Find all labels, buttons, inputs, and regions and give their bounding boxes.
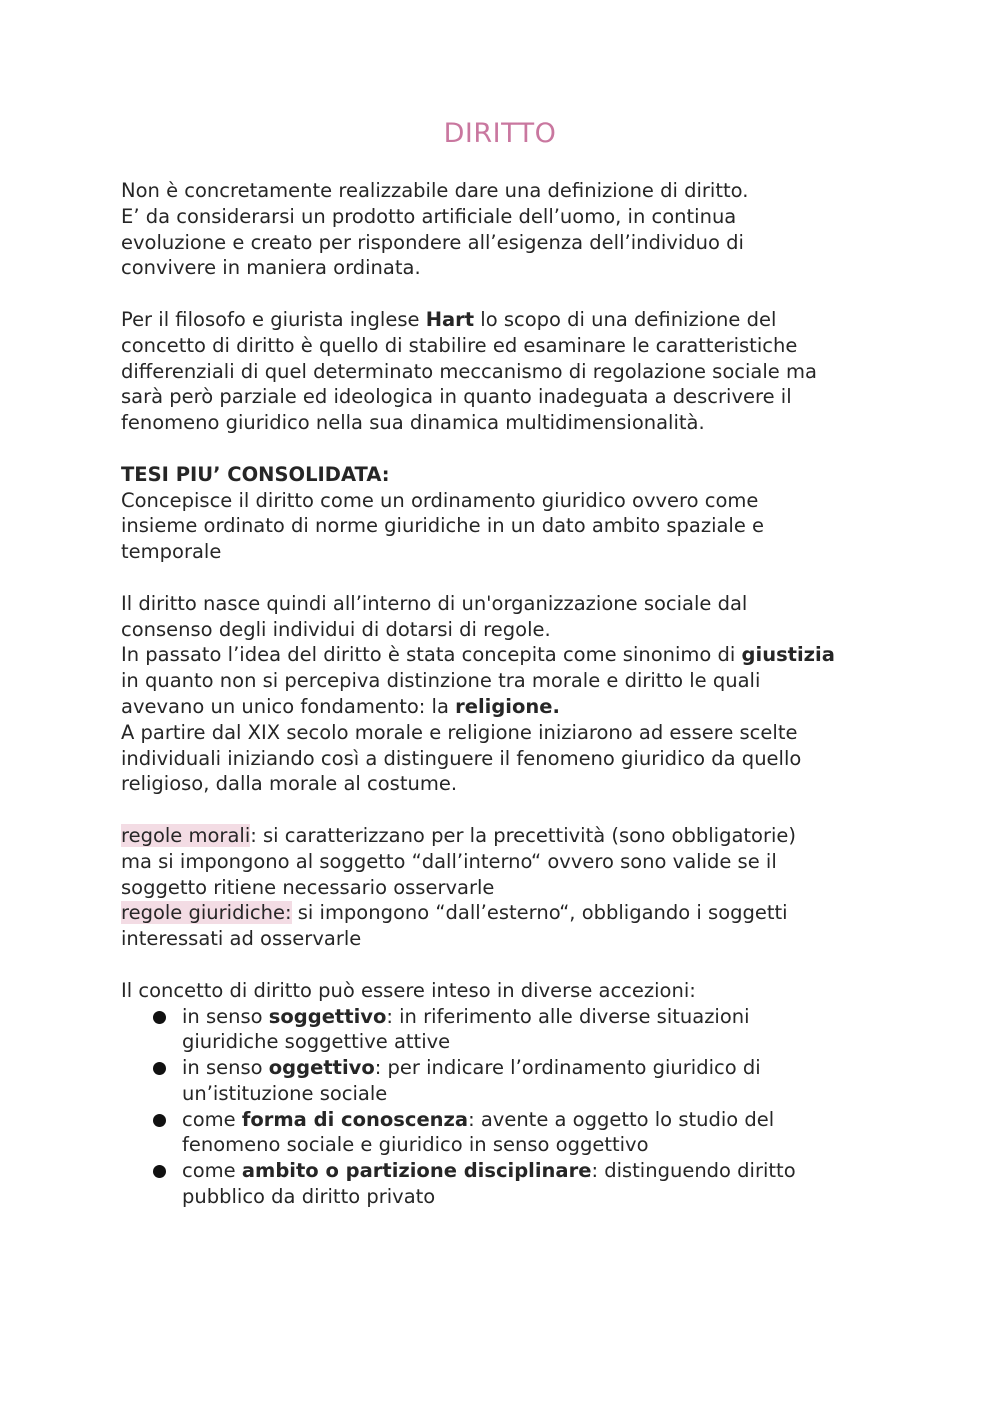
text-line: convivere in maniera ordinata. (121, 256, 421, 280)
bullet-icon (153, 1114, 166, 1127)
text-line: soggetto ritiene necessario osservarle (121, 875, 495, 899)
text-line: ma si impongono al soggetto “dall’interno“ ovvero sono valide se il (121, 849, 777, 873)
text-line: E’ da considerarsi un prodotto artificiale dell’uomo, in continua (121, 204, 737, 228)
meanings-paragraph (121, 978, 911, 1210)
bullet-icon (153, 1011, 166, 1024)
text-line: Per il filosofo e giurista inglese Hart lo scopo di una definizione del (121, 307, 777, 331)
list-item: come forma di conoscenza: avente a oggetto lo studio del fenomeno sociale e giuridico in senso oggettivo (121, 1107, 911, 1159)
text-line: regole morali: si caratterizzano per la precettività (sono obbligatorie) (121, 823, 797, 847)
giustizia-bold: giustizia (741, 643, 835, 667)
text-line: individuali iniziando così a distinguere il fenomeno giuridico da quello (121, 746, 802, 770)
religione-bold: religione. (455, 694, 560, 718)
text-line: Concepisce il diritto come un ordinamento giuridico ovvero come (121, 488, 759, 512)
document-body (121, 178, 911, 1210)
bullet-icon (153, 1062, 166, 1075)
list-item: in senso oggettivo: per indicare l’ordinamento giuridico di un’istituzione sociale (121, 1055, 911, 1107)
text-line: Il diritto nasce quindi all’interno di un'organizzazione sociale dal (121, 591, 748, 615)
hart-bold: Hart (425, 307, 475, 331)
meanings-list (121, 1004, 911, 1210)
intro-paragraph (121, 178, 911, 281)
thesis-heading: TESI PIU’ CONSOLIDATA: (121, 462, 390, 486)
text-line: consenso degli individui di dotarsi di regole. (121, 617, 551, 641)
text-line: regole giuridiche: si impongono “dall’esterno“, obbligando i soggetti (121, 901, 788, 925)
text-line: religioso, dalla morale al costume. (121, 772, 458, 796)
origin-paragraph (121, 591, 911, 797)
text-line: concetto di diritto è quello di stabilire ed esaminare le caratteristiche (121, 333, 798, 357)
bullet-icon (153, 1165, 166, 1178)
text-line: in quanto non si percepiva distinzione tra morale e diritto le quali (121, 669, 761, 693)
thesis-paragraph (121, 462, 911, 565)
text-line: insieme ordinato di norme giuridiche in un dato ambito spaziale e (121, 514, 765, 538)
regole-morali-highlight: regole morali (121, 823, 251, 847)
text-line: differenziali di quel determinato meccanismo di regolazione sociale ma (121, 359, 817, 383)
page-title: DIRITTO (443, 118, 557, 149)
text-line: interessati ad osservarle (121, 927, 362, 951)
text-line: fenomeno giuridico nella sua dinamica multidimensionalità. (121, 411, 705, 435)
rules-paragraph (121, 823, 911, 952)
hart-paragraph (121, 307, 911, 436)
list-item: in senso soggettivo: in riferimento alle diverse situazioni giuridiche soggettive attive (121, 1004, 911, 1056)
text-line: In passato l’idea del diritto è stata concepita come sinonimo di giustizia (121, 643, 835, 667)
text-line: Non è concretamente realizzabile dare una definizione di diritto. (121, 179, 749, 202)
text-line: evoluzione e creato per rispondere all’esigenza dell’individuo di (121, 230, 744, 254)
text-line: Il concetto di diritto può essere inteso in diverse accezioni: (121, 978, 696, 1002)
text-line: sarà però parziale ed ideologica in quanto inadeguata a descrivere il (121, 385, 792, 409)
regole-giuridiche-highlight: regole giuridiche: (121, 901, 292, 925)
list-item: come ambito o partizione disciplinare: distinguendo diritto pubblico da diritto privato (121, 1158, 911, 1210)
text-line: temporale (121, 540, 222, 564)
text-line: A partire dal XIX secolo morale e religione iniziarono ad essere scelte (121, 720, 798, 744)
text-line: avevano un unico fondamento: la religione. (121, 694, 560, 718)
